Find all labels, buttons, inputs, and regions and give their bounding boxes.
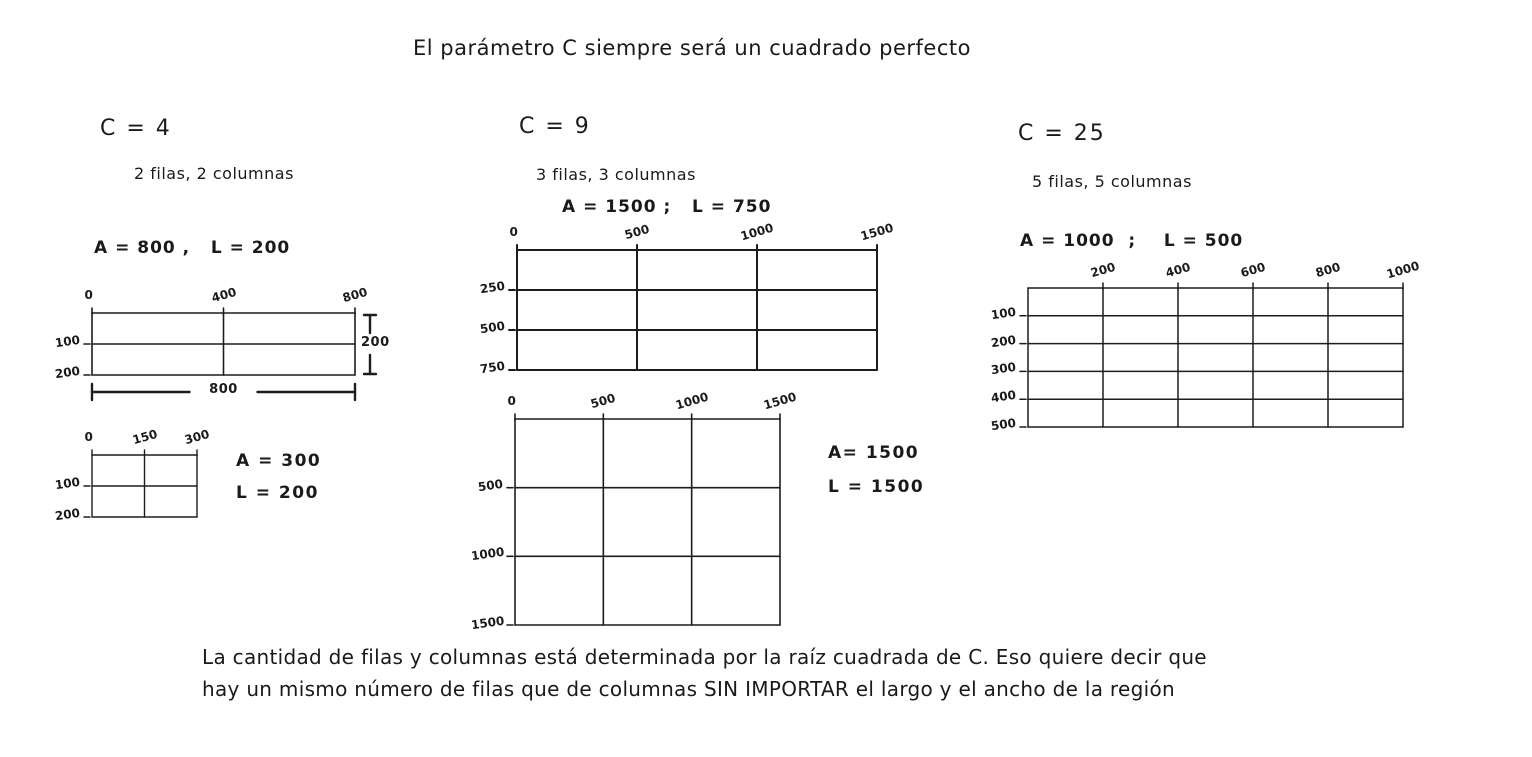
- c9-wide-left-label: 750: [479, 358, 506, 377]
- grid-c25: [984, 254, 1463, 477]
- c4-main-top-label: 800: [341, 284, 369, 306]
- c4-small-left-label: 100: [54, 474, 81, 493]
- section-c4-subheading: 2 filas, 2 columnas: [134, 164, 294, 183]
- footer-text-line1: La cantidad de filas y columnas está determinada por la raíz cuadrada de C. Eso quiere decir que: [202, 645, 1207, 669]
- c25-left-label: 300: [990, 360, 1017, 378]
- c25-left-label: 500: [990, 415, 1017, 434]
- c4-main-lines: [48, 279, 415, 425]
- grid-c4-small: [48, 421, 257, 567]
- c9-wide-left-label: 500: [479, 318, 506, 337]
- c9-wide-left-label: 250: [479, 278, 506, 297]
- c25-top-label: 600: [1239, 259, 1267, 281]
- section-c4-heading: C = 4: [100, 116, 172, 141]
- c9-square-top-label: 0: [507, 394, 516, 408]
- section-c25-heading: C = 25: [1018, 121, 1106, 146]
- section-c9-heading: C = 9: [519, 114, 591, 139]
- c4-main-top-label: 400: [209, 284, 238, 306]
- c4-small-left-label: 200: [54, 505, 81, 524]
- c9-square-top-label: 500: [589, 390, 618, 412]
- page-title: El parámetro C siempre será un cuadrado perfecto: [413, 36, 971, 60]
- small-grid-area-label: A = 300: [236, 451, 322, 471]
- c4-main-width-dimension: 800: [209, 382, 238, 397]
- footer-text-line2: hay un mismo número de filas que de columnas SIN IMPORTAR el largo y el ancho de la región: [202, 677, 1175, 701]
- c9-square-top-label: 1000: [673, 389, 710, 413]
- c4-main-left-label: 200: [54, 363, 81, 382]
- c25-top-label: 1000: [1385, 258, 1421, 282]
- section-c25-subheading: 5 filas, 5 columnas: [1032, 172, 1192, 191]
- c4-small-top-label: 300: [183, 426, 211, 448]
- c9-wide-top-label: 1000: [739, 220, 775, 244]
- square-grid-length-label: L = 1500: [828, 477, 925, 497]
- c4-small-top-label: 150: [130, 426, 159, 448]
- c4-main-top-label: 0: [84, 288, 93, 302]
- small-grid-length-label: L = 200: [236, 483, 319, 503]
- c9-square-lines: [471, 385, 840, 675]
- c25-top-label: 400: [1164, 259, 1192, 281]
- c25-top-label: 200: [1089, 259, 1117, 281]
- c9-square-left-label: 1500: [470, 613, 506, 633]
- c4-main-height-dimension: 200: [361, 335, 390, 350]
- c9-wide-top-label: 500: [623, 221, 651, 243]
- section-c9-subheading: 3 filas, 3 columnas: [536, 165, 696, 184]
- section-c4-params: A = 800 , L = 200: [94, 238, 291, 258]
- c4-small-lines: [48, 421, 257, 567]
- c9-square-left-label: 1000: [470, 544, 506, 564]
- c4-main-left-label: 100: [54, 332, 81, 351]
- c25-left-label: 400: [990, 388, 1017, 406]
- c25-top-label: 800: [1314, 259, 1342, 281]
- square-grid-area-label: A= 1500: [828, 443, 920, 463]
- grid-c9-square: [471, 385, 840, 675]
- c9-square-left-label: 500: [477, 476, 504, 494]
- section-c9-params: A = 1500 ; L = 750: [562, 197, 772, 217]
- c25-left-label: 200: [990, 332, 1017, 350]
- c9-wide-top-label: 0: [509, 225, 518, 239]
- c4-small-top-label: 0: [84, 430, 93, 444]
- c25-left-label: 100: [990, 304, 1017, 322]
- c9-square-top-label: 1500: [762, 389, 798, 413]
- section-c25-params: A = 1000 ; L = 500: [1020, 231, 1244, 251]
- c25-lines: [984, 254, 1463, 477]
- c9-wide-top-label: 1500: [859, 220, 895, 244]
- grid-c4-main: [48, 279, 415, 425]
